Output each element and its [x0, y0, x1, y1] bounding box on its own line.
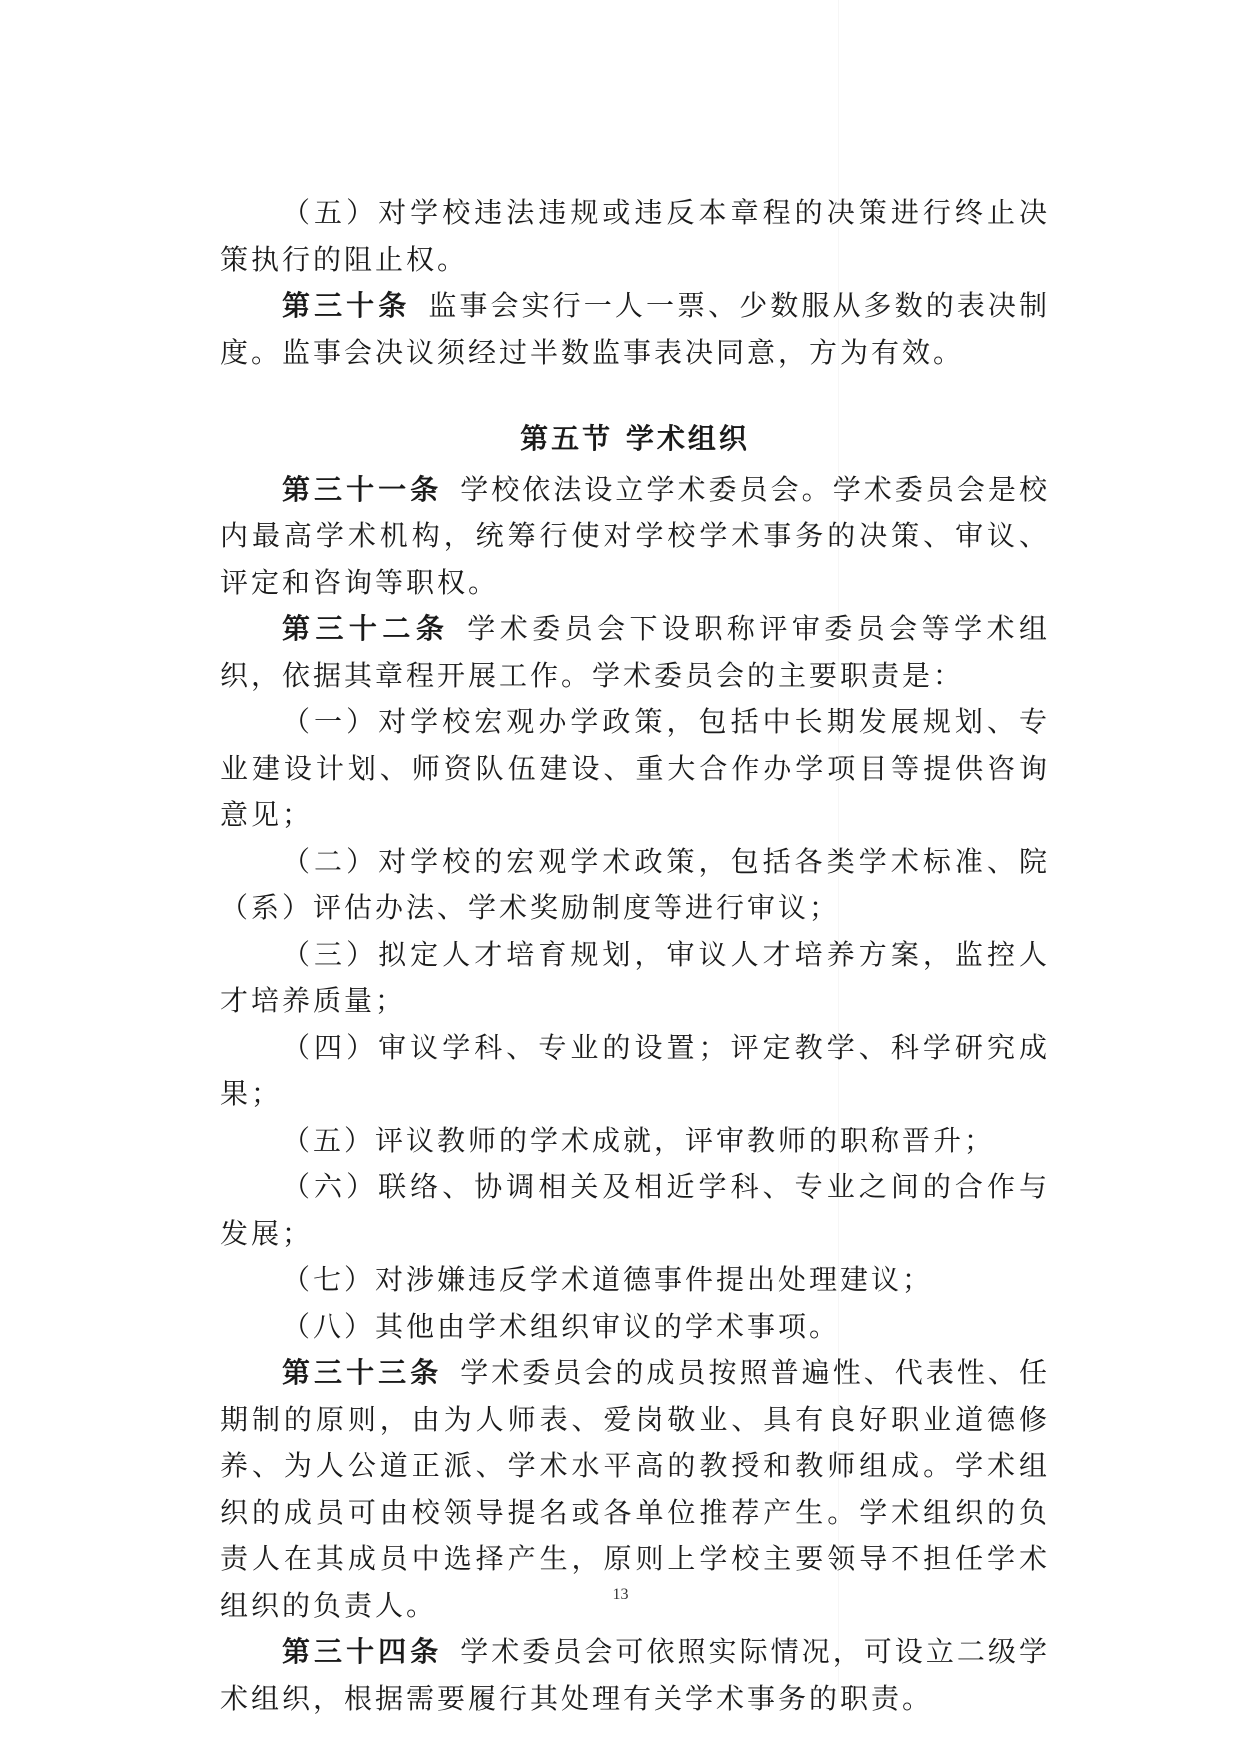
article-31 — [220, 467, 1050, 607]
clause-item-5-prev: （五）对学校违法违规或违反本章程的决策进行终止决策执行的阻止权。 — [220, 196, 1050, 276]
article-32-heading: 第三十二条 — [282, 612, 450, 645]
article-32-item-4: （四）审议学科、专业的设置；评定教学、科学研究成果； — [220, 1030, 1050, 1110]
article-34 — [220, 1629, 1050, 1722]
article-32-text: 学术委员会下设职称评审委员会等学术组织，依据其章程开展工作。学术委员会的主要职责是： — [220, 612, 1050, 692]
article-32-item-1: （一）对学校宏观办学政策，包括中长期发展规划、专业建设计划、师资队伍建设、重大合作办学项目等提供咨询意见； — [220, 705, 1050, 831]
article-32-item-2: （二）对学校的宏观学术政策，包括各类学术标准、院（系）评估办法、学术奖励制度等进行审议； — [220, 844, 1050, 924]
article-32-item-6: （六）联络、协调相关及相近学科、专业之间的合作与发展； — [220, 1170, 1050, 1250]
article-32-item-8: （八）其他由学术组织审议的学术事项。 — [282, 1309, 841, 1343]
page-number: 13 — [612, 1586, 629, 1603]
article-30-heading: 第三十条 — [282, 289, 411, 322]
article-30 — [220, 283, 1050, 376]
body-text — [220, 190, 1050, 1722]
article-33-heading: 第三十三条 — [282, 1356, 443, 1389]
article-32-item-3: （三）拟定人才培育规划，审议人才培养方案，监控人才培养质量； — [220, 937, 1050, 1017]
article-32-item-7: （七）对涉嫌违反学术道德事件提出处理建议； — [282, 1263, 934, 1296]
article-34-heading: 第三十四条 — [282, 1635, 443, 1668]
article-32 — [220, 606, 1050, 699]
article-34-text: 学术委员会可依照实际情况，可设立二级学术组织，根据需要履行其处理有关学术事务的职责。 — [220, 1635, 1050, 1715]
section-title: 第五节 学术组织 — [520, 422, 750, 455]
article-32-item-5: （五）评议教师的学术成就，评审教师的职称晋升； — [282, 1123, 996, 1157]
article-31-text: 学校依法设立学术委员会。学术委员会是校内最高学术机构，统筹行使对学校学术事务的决策、审议、评定和咨询等职权。 — [220, 472, 1050, 599]
article-33-text: 学术委员会的成员按照普遍性、代表性、任期制的原则，由为人师表、爱岗敬业、具有良好职业道德修养、为人公道正派、学术水平高的教授和教师组成。学术组织的成员可由校领导提名或各单位推荐产生。学术组织的负责人在其成员中选择产生，原则上学校主要领导不担任学术组织的负责人。 — [220, 1356, 1050, 1622]
article-31-heading: 第三十一条 — [282, 472, 443, 506]
article-30-text: 监事会实行一人一票、少数服从多数的表决制度。监事会决议须经过半数监事表决同意，方为有效。 — [220, 289, 1050, 369]
